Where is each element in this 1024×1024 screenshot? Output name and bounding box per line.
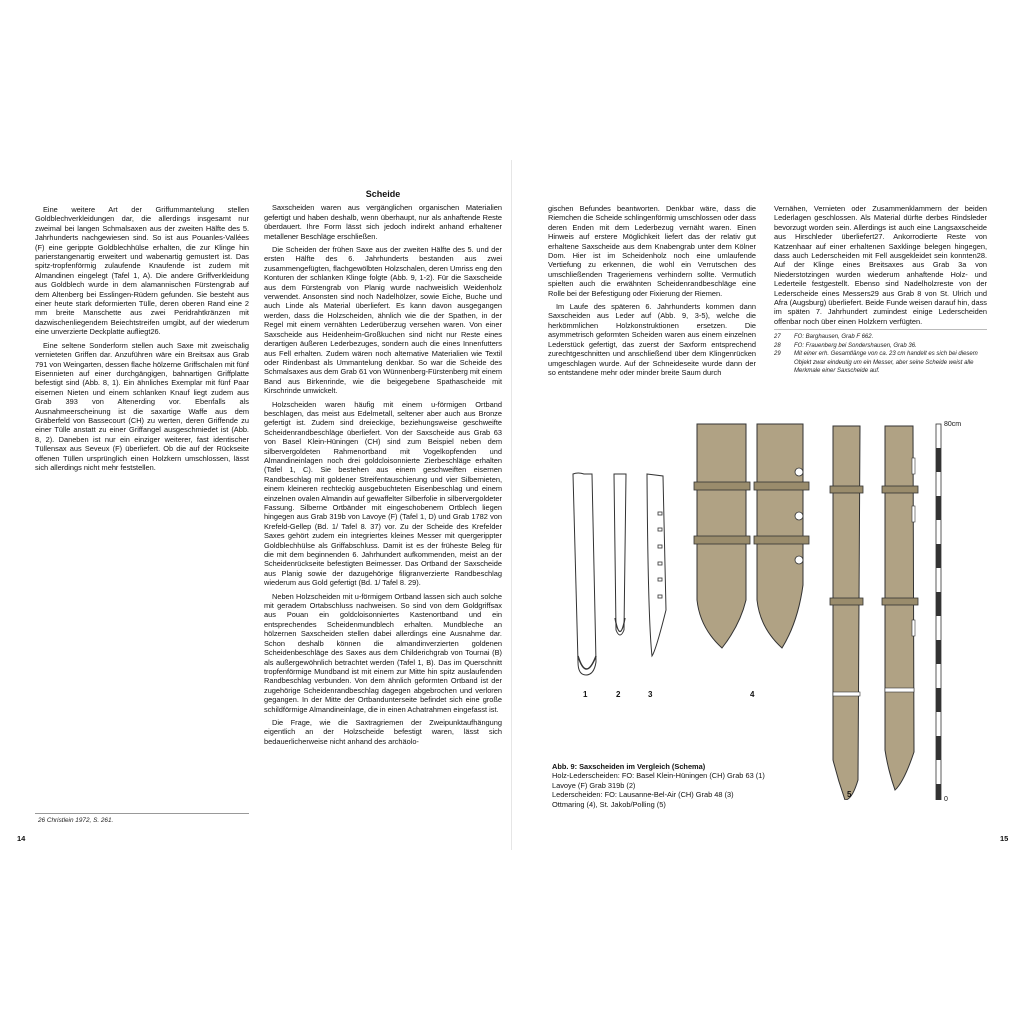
rivet: [658, 578, 662, 581]
strap: [694, 482, 750, 490]
rivet: [912, 620, 915, 636]
page-number-left: 14: [17, 834, 26, 843]
paragraph: Holzscheiden waren häufig mit einem u-förmigen Ortband beschlagen, das meist aus Edelmetall, seltener aber auch aus Bronze gefertigt ist. Zudem sind dreieckige, beziehungsweise geschweifte Scheidenrandbeschläge überliefert. Von der Saxscheide aus Grab 63 von Basel Klein-Hüningen (CH) sind zum Beispiel neben dem silbervergoldeten Rahmenortband mit Vogelkopfenden und Almandineinlagen noch drei goldcloisonnierte Zierbeschläge erhalten (Tafel 1, C). Sie bestehen aus einem geschweiften eisernen Randbeschlag mit goldener Streifentauschierung und vier Silbernieten, einem kleineren rechteckig ausgebuchteten Eisenbeschlag und einem einzelnen ovalen Almandin auf gewaffelter Silberfolie in silbervergoldeter Fassung. Silberne Ortbänder mit eingeschobenem Ortblech liegen hingegen aus Grab 319b von Lavoye (F) (Tafel 1, D) und Grab 1782 von Krefeld-Gellep (Bd. 1/ Tafel 8. 37) vor. Zu der Scheide des Krefelder Saxes gehört zudem ein integriertes kleines Messer mit quergerippter Goldblechhülse als Griffabschluss. Damit ist es der früheste Beleg für die mit dem beginnenden 6. Jahrhundert aufkommenden, meist an der Scheidenrückseite befestigten Beimesser. Das Ortband der Saxscheide aus Planig sowie der dazugehörige filigranverzierte Randbeschlag wiederum aus Gold gefertigt (Bd. 1/ Tafel 8. 29).: [264, 399, 502, 588]
caption-title: Abb. 9: Saxscheiden im Vergleich (Schema): [552, 762, 706, 771]
caption-line: Holz-Lederscheiden: FO: Basel Klein-Hüningen (CH) Grab 63 (1): [552, 771, 765, 781]
section-heading: Scheide: [365, 189, 401, 199]
scabbard-5-front: [833, 426, 860, 800]
paragraph: Vernähen, Vernieten oder Zusammenklammern der beiden Lederlagen geschlossen. Als Material dürfte derbes Rindsleder bevorzugt worden sein. Allerdings ist auch eine Langsaxscheide aus Hirschleder überliefert27. Ankorrodierte Reste von Katzenhaar auf einer erhaltenen Saxklinge belegen hingegen, dass auch Lederscheiden mit Fell ausgekleidet sein konnten28. Auf der Klinge eines Breitsaxes aus Grab 3a von Niederstotzingen wurden wiederum anhaftende Holz- und Lederteile festgestellt. Ebenso sind Nadelholzreste von der Lederscheide eines Messers29 aus Grab 8 von St. Ulrich und Afra (Augsburg) überliefert. Beide Funde weisen darauf hin, dass im späten 7. Jahrhundert zumindest einige Lederscheiden offenbar noch über einen Holzkern verfügten.: [774, 204, 987, 326]
rivet: [658, 595, 662, 598]
figure-label-1: 1: [583, 690, 588, 699]
scale-bottom-label: 0: [944, 796, 948, 803]
rivet: [912, 506, 915, 522]
footnotes: [774, 333, 987, 376]
caption-line: Ottmaring (4), St. Jakob/Polling (5): [552, 799, 666, 809]
strap: [754, 536, 809, 544]
rivet: [658, 528, 662, 531]
strap: [830, 598, 863, 605]
caption-line: Lederscheiden: FO: Lausanne-Bel-Air (CH) Grab 48 (3): [552, 790, 734, 800]
paragraph: Die Scheiden der frühen Saxe aus der zweiten Hälfte des 5. und der ersten Hälfte des 6. Jahrhunderts bestanden aus zwei zusammengefügten, flachgewölbten Holzschalen, deren Umriss eng den Konturen der schlanken Klinge folgte (Abb. 9, 1-2). Für die Saxscheide aus dem Fürstengrab von Planig wurde nachweislich Weidenholz verwendet. Ansonsten sind noch Nadelhölzer, sowie Eiche, Buche und auch Linde als Material überliefert. Es kann davon ausgegangen werden, dass die Holzscheiden, ähnlich wie die der Spathen, in der Regel mit einem vernähten Lederüberzug versehen waren. Von einer Saxscheide aus Heidenheim-Großkuchen sind nicht nur Reste eines derartigen äußeren Lederbezuges, sondern auch die eines Innenfutters aus Fell erhalten. Zudem wären noch alternative Materialien wie Textil oder Rindenbast als Ummantelung denkbar. So war die Scheide des Schmalsaxes aus dem Grab 61 von Wünnenberg-Fürstenberg mit einem Band aus Birkenrinde, wie die beigegebene Spathascheide mit Kirschrinde umwickelt.: [264, 245, 502, 396]
scabbard-figure: [540, 400, 980, 800]
footnote-rule: [35, 813, 249, 814]
footnote: 26 Christlein 1972, S. 261.: [38, 817, 114, 824]
figure-caption: [552, 762, 782, 809]
figure-label-5: 5: [847, 790, 852, 799]
scale-top-label: 80cm: [944, 421, 962, 428]
caption-line: Lavoye (F) Grab 319b (2): [552, 780, 636, 790]
rivet: [658, 562, 662, 565]
strap: [754, 482, 809, 490]
footnote: 29 Mit einer erh. Gesamtlänge von ca. 23 cm handelt es sich bei diesem Objekt zwar eindeutig um ein Messer, aber seine Scheide weist alle Merkmale einer Saxscheide auf.: [774, 351, 978, 374]
scabbard-3: [647, 474, 666, 656]
left-column-1: [35, 205, 249, 476]
scabbard-2: [614, 474, 626, 635]
footnote: 28 FO: Frauenberg bei Sondershausen, Grab 36.: [774, 342, 917, 349]
paragraph: Neben Holzscheiden mit u-förmigem Ortband lassen sich auch solche mit geradem Ortabschluss nachweisen. So sind von dem Goldgriffsax aus Pouan ein goldcloisonniertes Kastenortband und ein entsprechendes Scheidenmundblech erhalten. Mundbleche an hölzernen Saxscheiden stellen dabei allerdings eine Ausnahme dar. Schon deshalb können die almandinverzierten goldenen Scheidenbeschläge des Saxes aus dem Childerichgrab von Tournai (B) als außergewöhnlich betrachtet werden (Tafel 1, B). Das im Querschnitt tropfenförmige Mundband ist mit einem zur Mitte hin spitz auslaufenden Randbeschlag verbunden. Von dem ähnlich geformten Ortband ist der zugehörige Scheidenrandbeschlag dagegen abgebrochen und verloren gegangen. In der Mitte der Ortbandunterseite befindet sich eine große schildförmige Almandineinlage, die in einen Achatrahmen eingefasst ist.: [264, 591, 502, 714]
gutter: [511, 160, 512, 850]
scale-bar: [936, 424, 941, 800]
footnote-rule: [774, 329, 987, 330]
paragraph: Die Frage, wie die Saxtragriemen der Zweipunktaufhängung eigentlich an der Holzscheide befestigt waren, lässt sich bedauerlicherweise nicht anhand des archäolo-: [264, 717, 502, 746]
strap: [882, 598, 918, 605]
right-column-2: [774, 204, 987, 330]
figure-label-2: 2: [616, 690, 621, 699]
paragraph: Im Laufe des späteren 6. Jahrhunderts kommen dann Saxscheiden aus Leder auf (Abb. 9, 3-5), welche die herkömmlichen Holzkonstruktionen ersetzen. Die asymmetrisch geformten Scheiden waren aus einem einzelnen Lederstück gefertigt, das zuerst der Saxform entsprechend zurechtgeschnitten und anschließend über dem Klingenrücken umgeschlagen wurde. Auf der Schneideseite wurde dann der so entstandene mehr oder minder breite Saum durch: [548, 302, 756, 377]
rivet: [658, 512, 662, 515]
strap: [882, 486, 918, 493]
scabbard-1: [573, 473, 596, 675]
rivet: [658, 545, 662, 548]
strap: [830, 486, 863, 493]
footnote: 27 FO: Barghausen, Grab F 662.: [774, 334, 874, 340]
page-number-right: 15: [1000, 834, 1009, 843]
paragraph: Eine seltene Sonderform stellen auch Saxe mit zweischalig vernieteten Griffen dar. Anzuführen wäre ein Breitsax aus Grab 791 von Weingarten, dessen flache hölzerne Griffschalen mit fünf Eisennieten auf einer durchgängigen, bahnartigen Griffplatte befestigt sind (Abb. 8, 1). Ein ähnliches Exemplar mit fünf Paar eisernen Nieten und einem schlanken Knauf liegt zudem aus Grab 393 von Altenerding vor. Ebenfalls als Ausnahmeerscheinung ist die saxartige Waffe aus dem Gräberfeld von Bassecourt (CH) zu werten, deren Griffende zu einer Tülle anstatt zu einer Griffangel ausgeschmiedet ist (Abb. 8, 2). Daneben ist nur ein einziger weiterer, fast identischer Tüllensax aus Seveux (F) überliefert. Ob die auf der Rückseite offenen Tüllen ursprünglich einen Holzkern umschlossen, lässt sich allerdings nicht mehr feststellen.: [35, 340, 249, 472]
right-column-1: [548, 204, 756, 381]
strap: [694, 536, 750, 544]
left-column-2: [264, 190, 502, 750]
rivet: [912, 458, 915, 474]
rivet: [795, 512, 803, 520]
rivet: [795, 556, 803, 564]
paragraph: gischen Befundes beantworten. Denkbar wäre, dass die Riemchen die Scheide schlingenförmig umschlossen oder dass deren Enden mit dem Lederbezug vernäht waren. Einen Hinweis auf erstere Möglichkeit liefert das der relativ gut erhaltene Saxscheide aus dem Knabengrab unter dem Kölner Dom. Hier ist im Scheidenholz noch eine umlaufende Vertiefung zu erkennen, die wohl ein Verrutschen des umschließenden Trageriemens verhindern sollte. Vermutlich spielten auch die erwähnten Scheidenrandbeschläge eine Rolle bei der Befestigung oder Fixierung der Riemen.: [548, 204, 756, 298]
paragraph: Eine weitere Art der Griffummantelung stellen Goldblechverkleidungen dar, die allerdings insgesamt nur zweimal bei langen Schmalsaxen aus der zweiten Hälfte des 5. Jahrhunderts nachgewiesen sind. So ist aus Pouanles-Vallées (F) eine gerippte Goldblechhülse erhalten, die zur Klinge hin parierstangenartig erweitert und wabenartig gemustert ist. Das spitz-tropfenförmig zulaufende Knaufende ist zudem mit Almandinen eingelegt (Tafel 1, A). Die andere Griffverkleidung aus Goldblech wurde in dem alamannischen Fürstengrab auf dem Altenberg bei Esslingen-Rüdern gefunden. Sie besteht aus einer heute stark deformierten Tülle, deren oberen Rand eine 2 mm breite Manschette aus zwei Peridrahtkränzen mit dazwischenliegendem Beiechtstreifen umgibt, auf der wiederum eine unverzierte Deckplatte aufliegt26.: [35, 205, 249, 337]
figure-label-4: 4: [750, 690, 755, 699]
paragraph: Saxscheiden waren aus vergänglichen organischen Materialien gefertigt und haben deshalb, wenn überhaupt, nur als anhaftende Reste überdauert. Ihre Form lässt sich jedoch indirekt anhand erhaltener metallener Beschläge erschließen.: [264, 203, 502, 241]
edge-band: [833, 692, 860, 696]
edge-band: [885, 688, 914, 692]
rivet: [795, 468, 803, 476]
figure-label-3: 3: [648, 690, 653, 699]
scabbard-5-back: [885, 426, 914, 790]
